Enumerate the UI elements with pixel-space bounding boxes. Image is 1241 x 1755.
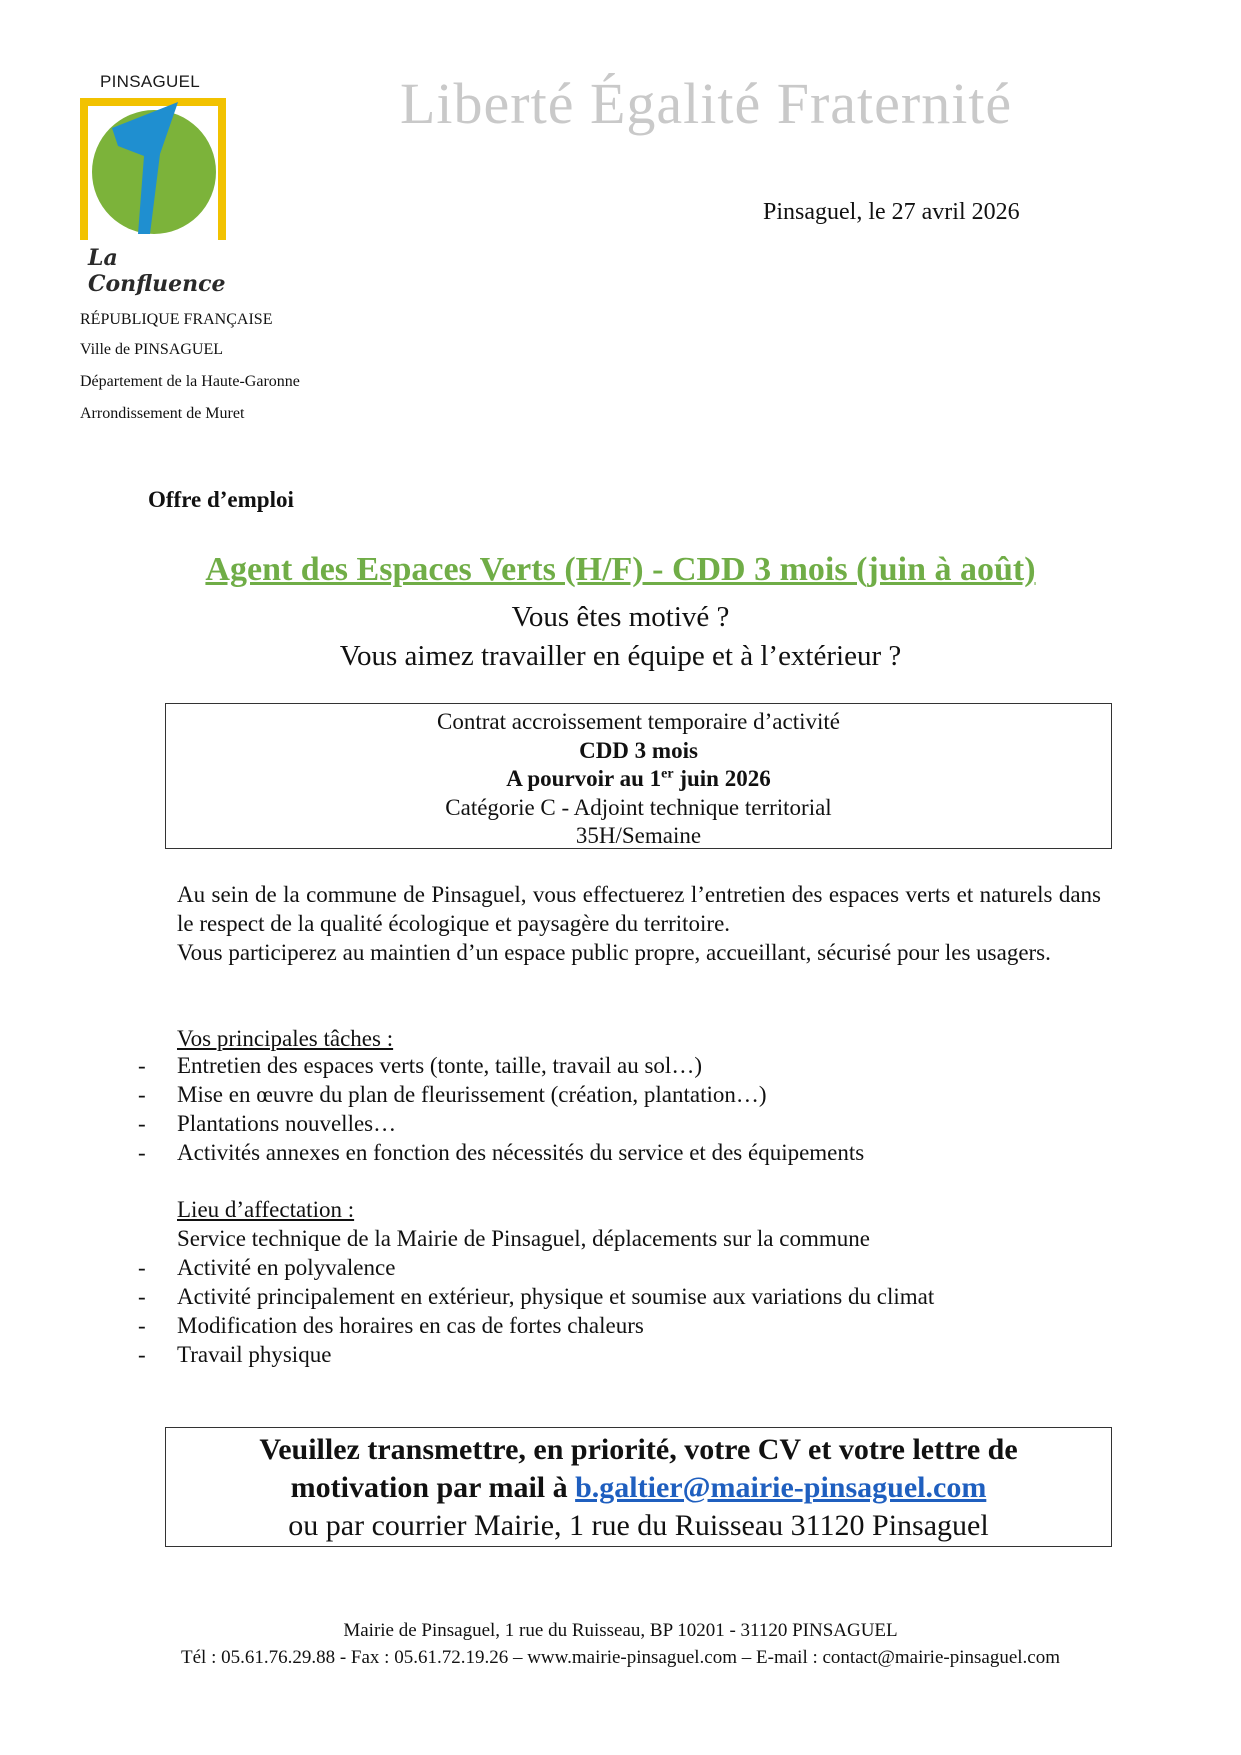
list-item: - Plantations nouvelles…: [138, 1111, 397, 1136]
contract-box: [165, 703, 1112, 849]
list-item: - Mise en œuvre du plan de fleurissement (création, plantation…): [138, 1082, 767, 1107]
admin-city: Ville de PINSAGUEL: [80, 341, 224, 358]
place-date: Pinsaguel, le 27 avril 2026: [763, 199, 1020, 225]
question-teamwork: Vous aimez travailler en équipe et à l’extérieur ?: [339, 640, 902, 672]
application-box: [165, 1427, 1112, 1547]
contract-start-date: A pourvoir au 1er juin 2026: [506, 766, 771, 791]
logo-town-name: PINSAGUEL: [100, 72, 201, 91]
confluence-logo-icon: [78, 94, 238, 254]
admin-arrondissement: Arrondissement de Muret: [80, 405, 245, 422]
list-item: - Activité en polyvalence: [138, 1255, 396, 1280]
contract-type: Contrat accroissement temporaire d’activité: [437, 709, 840, 734]
list-item: - Activité principalement en extérieur, physique et soumise aux variations du climat: [138, 1284, 935, 1309]
location-service: Service technique de la Mairie de Pinsaguel, déplacements sur la commune: [177, 1226, 870, 1251]
admin-department: Département de la Haute-Garonne: [80, 373, 300, 390]
admin-republic: RÉPUBLIQUE FRANÇAISE: [80, 311, 273, 328]
question-motivation: Vous êtes motivé ?: [511, 601, 730, 633]
contract-category: Catégorie C - Adjoint technique territorial: [445, 794, 832, 820]
intro-text: [177, 880, 1101, 967]
job-offer-label: Offre d’emploi: [148, 487, 294, 512]
town-logo: [78, 70, 238, 297]
list-item: - Activités annexes en fonction des nécessités du service et des équipements: [138, 1140, 865, 1165]
location-heading: Lieu d’affectation :: [177, 1197, 355, 1222]
logo-tagline: La Confluence: [88, 245, 226, 297]
contract-duration: CDD 3 mois: [579, 737, 698, 763]
apply-line-1: Veuillez transmettre, en priorité, votre CV et votre lettre de: [259, 1433, 1018, 1466]
intro-paragraph-1: Au sein de la commune de Pinsaguel, vous effectuerez l’entretien des espaces verts et naturels dans le respect de la qualité écologique et paysagère du territoire.: [177, 882, 1101, 936]
list-item: - Modification des horaires en cas de fortes chaleurs: [138, 1313, 644, 1338]
footer-contacts: Tél : 05.61.76.29.88 - Fax : 05.61.72.19.26 – www.mairie-pinsaguel.com – E-mail : contact@mairie-pinsaguel.com: [181, 1647, 1060, 1668]
job-title: Agent des Espaces Verts (H/F) - CDD 3 mois (juin à août): [205, 551, 1036, 588]
apply-line-3: ou par courrier Mairie, 1 rue du Ruisseau 31120 Pinsaguel: [288, 1509, 989, 1542]
tasks-list: [138, 1051, 864, 1167]
apply-email-link[interactable]: b.galtier@mairie-pinsaguel.com: [575, 1471, 987, 1504]
tasks-heading: Vos principales tâches :: [177, 1026, 394, 1051]
location-list: [138, 1253, 934, 1369]
list-item: - Travail physique: [138, 1342, 332, 1367]
contract-hours: 35H/Semaine: [575, 823, 702, 848]
intro-paragraph-2: Vous participerez au maintien d’un espace public propre, accueillant, sécurisé pour les usagers.: [177, 940, 1051, 965]
apply-line-2: motivation par mail à b.galtier@mairie-pinsaguel.com: [290, 1471, 987, 1504]
list-item: - Entretien des espaces verts (tonte, taille, travail au sol…): [138, 1053, 702, 1078]
republic-motto: Liberté Égalité Fraternité: [400, 71, 1013, 136]
footer-address: Mairie de Pinsaguel, 1 rue du Ruisseau, BP 10201 - 31120 PINSAGUEL: [343, 1620, 898, 1641]
